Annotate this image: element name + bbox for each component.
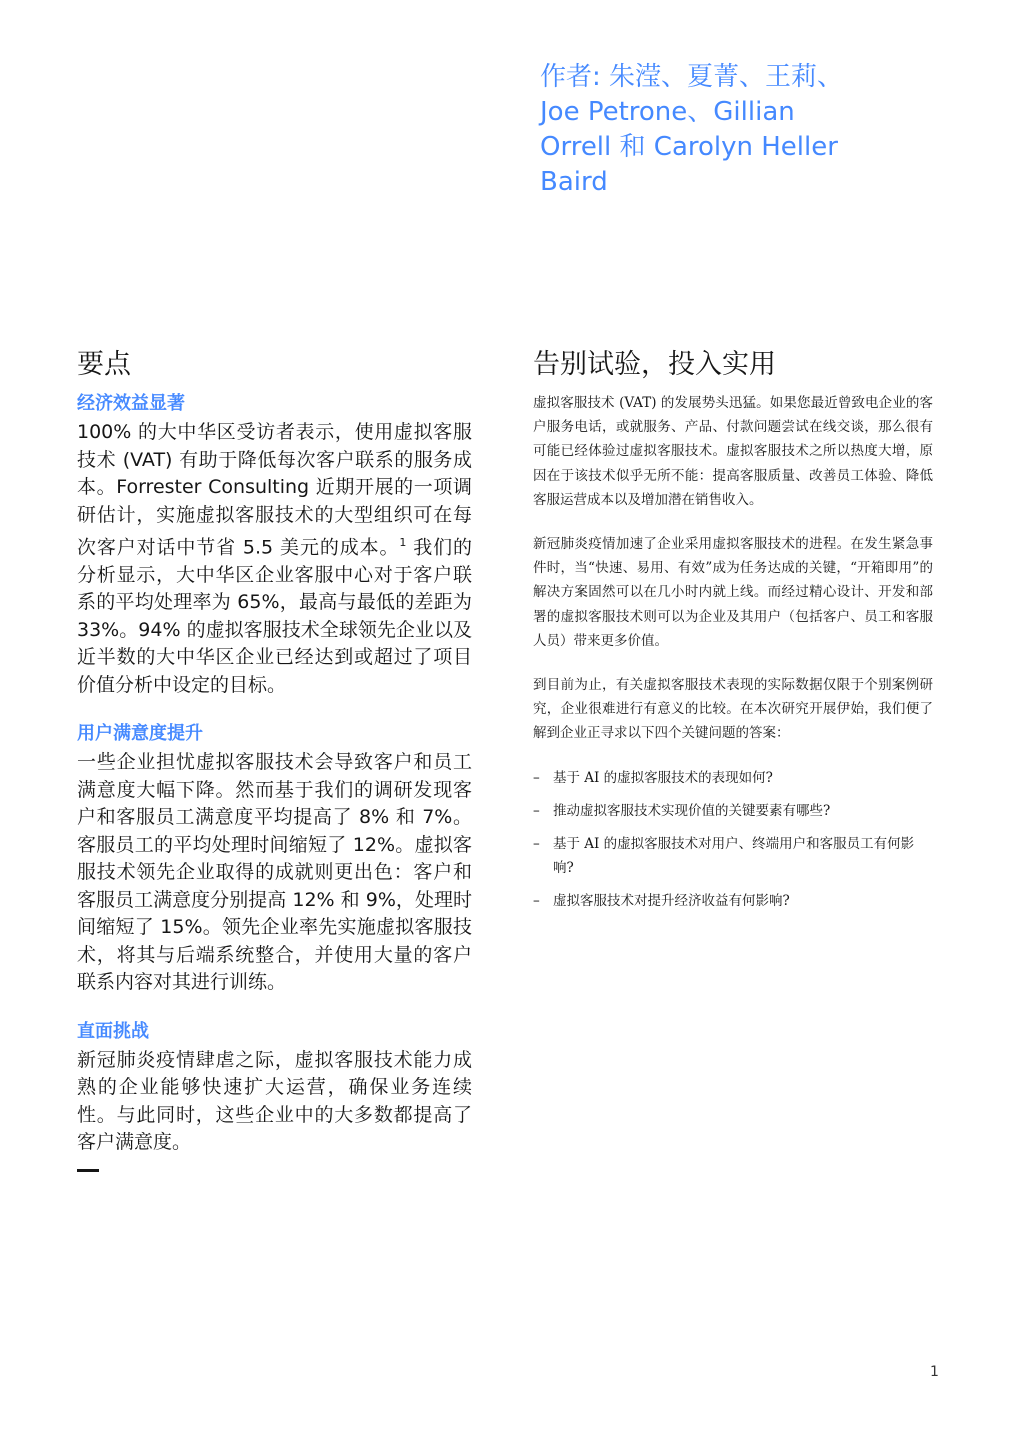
intro-paragraph: 虚拟客服技术 (VAT) 的发展势头迅猛。如果您最近曾致电企业的客户服务电话，或就服务、产品、付款问题尝试在线交谈，那么很有可能已经体验过虚拟客服技术。虚拟客服技术之所以热度大增，原因在于该技术似乎无所不能：提高客服质量、改善员工体验、降低客服运营成本以及增加潜在销售收入。 (533, 395, 933, 508)
intro-column (533, 345, 933, 922)
key-points-heading: 要点 (77, 349, 131, 380)
dash-bullet: – (533, 892, 540, 909)
question-item (533, 889, 933, 913)
question-item (533, 832, 933, 880)
question-text: 推动虚拟客服技术实现价值的关键要素有哪些? (553, 802, 831, 819)
intro-paragraph: 新冠肺炎疫情加速了企业采用虚拟客服技术的进程。在发生紧急事件时，当“快速、易用、有效”成为任务达成的关键，“开箱即用”的解决方案固然可以在几小时内就上线。而经过精心设计、开发和部署的虚拟客服技术则可以为企业及其用户（包括客户、员工和客服人员）带来更多价值。 (533, 536, 933, 649)
section-text-economic (77, 419, 472, 699)
section-text-challenge: 新冠肺炎疫情肆虐之际，虚拟客服技术能力成熟的企业能够快速扩大运营，确保业务连续性。与此同时，这些企业中的大多数都提高了客户满意度。 (77, 1048, 472, 1154)
authors (540, 60, 860, 200)
economic-text-before: 100% 的大中华区受访者表示，使用虚拟客服技术 (VAT) 有助于降低每次客户联系的服务成本。Forrester Consulting 近期开展的一项调研估计，实施虚拟客服技术的大型组织可在每次客户对话中节省 5.5 美元的成本。 (77, 421, 472, 559)
question-list (533, 766, 933, 913)
question-text: 基于 AI 的虚拟客服技术的表现如何? (553, 769, 773, 786)
authors-label: 作者: 朱滢、夏菁、王莉、 (540, 62, 844, 92)
section-text-satisfaction: 一些企业担忧虚拟客服技术会导致客户和员工满意度大幅下降。然而基于我们的调研发现客户和客服员工满意度平均提高了 8% 和 7%。客服员工的平均处理时间缩短了 12%。虚拟客服技术领先企业取得的成就则更出色：客户和客服员工满意度分别提高 12% 和 9%，处理时间缩短了 15%。领先企业率先实施虚拟客服技术，将其与后端系统整合，并使用大量的客户联系内容对其进行训练。 (77, 751, 472, 994)
footnote-marker: 1 (399, 536, 407, 549)
dash-bullet: – (533, 802, 540, 819)
question-item (533, 799, 933, 823)
page-number: 1 (930, 1364, 939, 1380)
section-title-challenge: 直面挑战 (77, 1020, 149, 1042)
dash-bullet: – (533, 769, 540, 786)
section-title-satisfaction: 用户满意度提升 (77, 723, 203, 745)
question-text: 虚拟客服技术对提升经济收益有何影响? (553, 892, 790, 909)
economic-text-after: 我们的分析显示，大中华区企业客服中心对于客户联系的平均处理率为 65%，最高与最低的差距为 33%。94% 的虚拟客服技术全球领先企业以及近半数的大中华区企业已经达到或超过了项目价值分析中设定的目标。 (77, 536, 472, 696)
authors-names: Joe Petrone、Gillian Orrell 和 Carolyn Heller Baird (540, 97, 838, 197)
dash-bullet: – (533, 835, 540, 852)
intro-heading: 告别试验，投入实用 (533, 349, 776, 380)
key-points-column (77, 345, 472, 1172)
question-text: 基于 AI 的虚拟客服技术对用户、终端用户和客服员工有何影响? (553, 835, 915, 876)
end-mark (77, 1169, 99, 1172)
section-title-economic: 经济效益显著 (77, 393, 185, 414)
question-item (533, 766, 933, 790)
intro-paragraph: 到目前为止，有关虚拟客服技术表现的实际数据仅限于个别案例研究，企业很难进行有意义的比较。在本次研究开展伊始，我们便了解到企业正寻求以下四个关键问题的答案： (533, 677, 933, 742)
